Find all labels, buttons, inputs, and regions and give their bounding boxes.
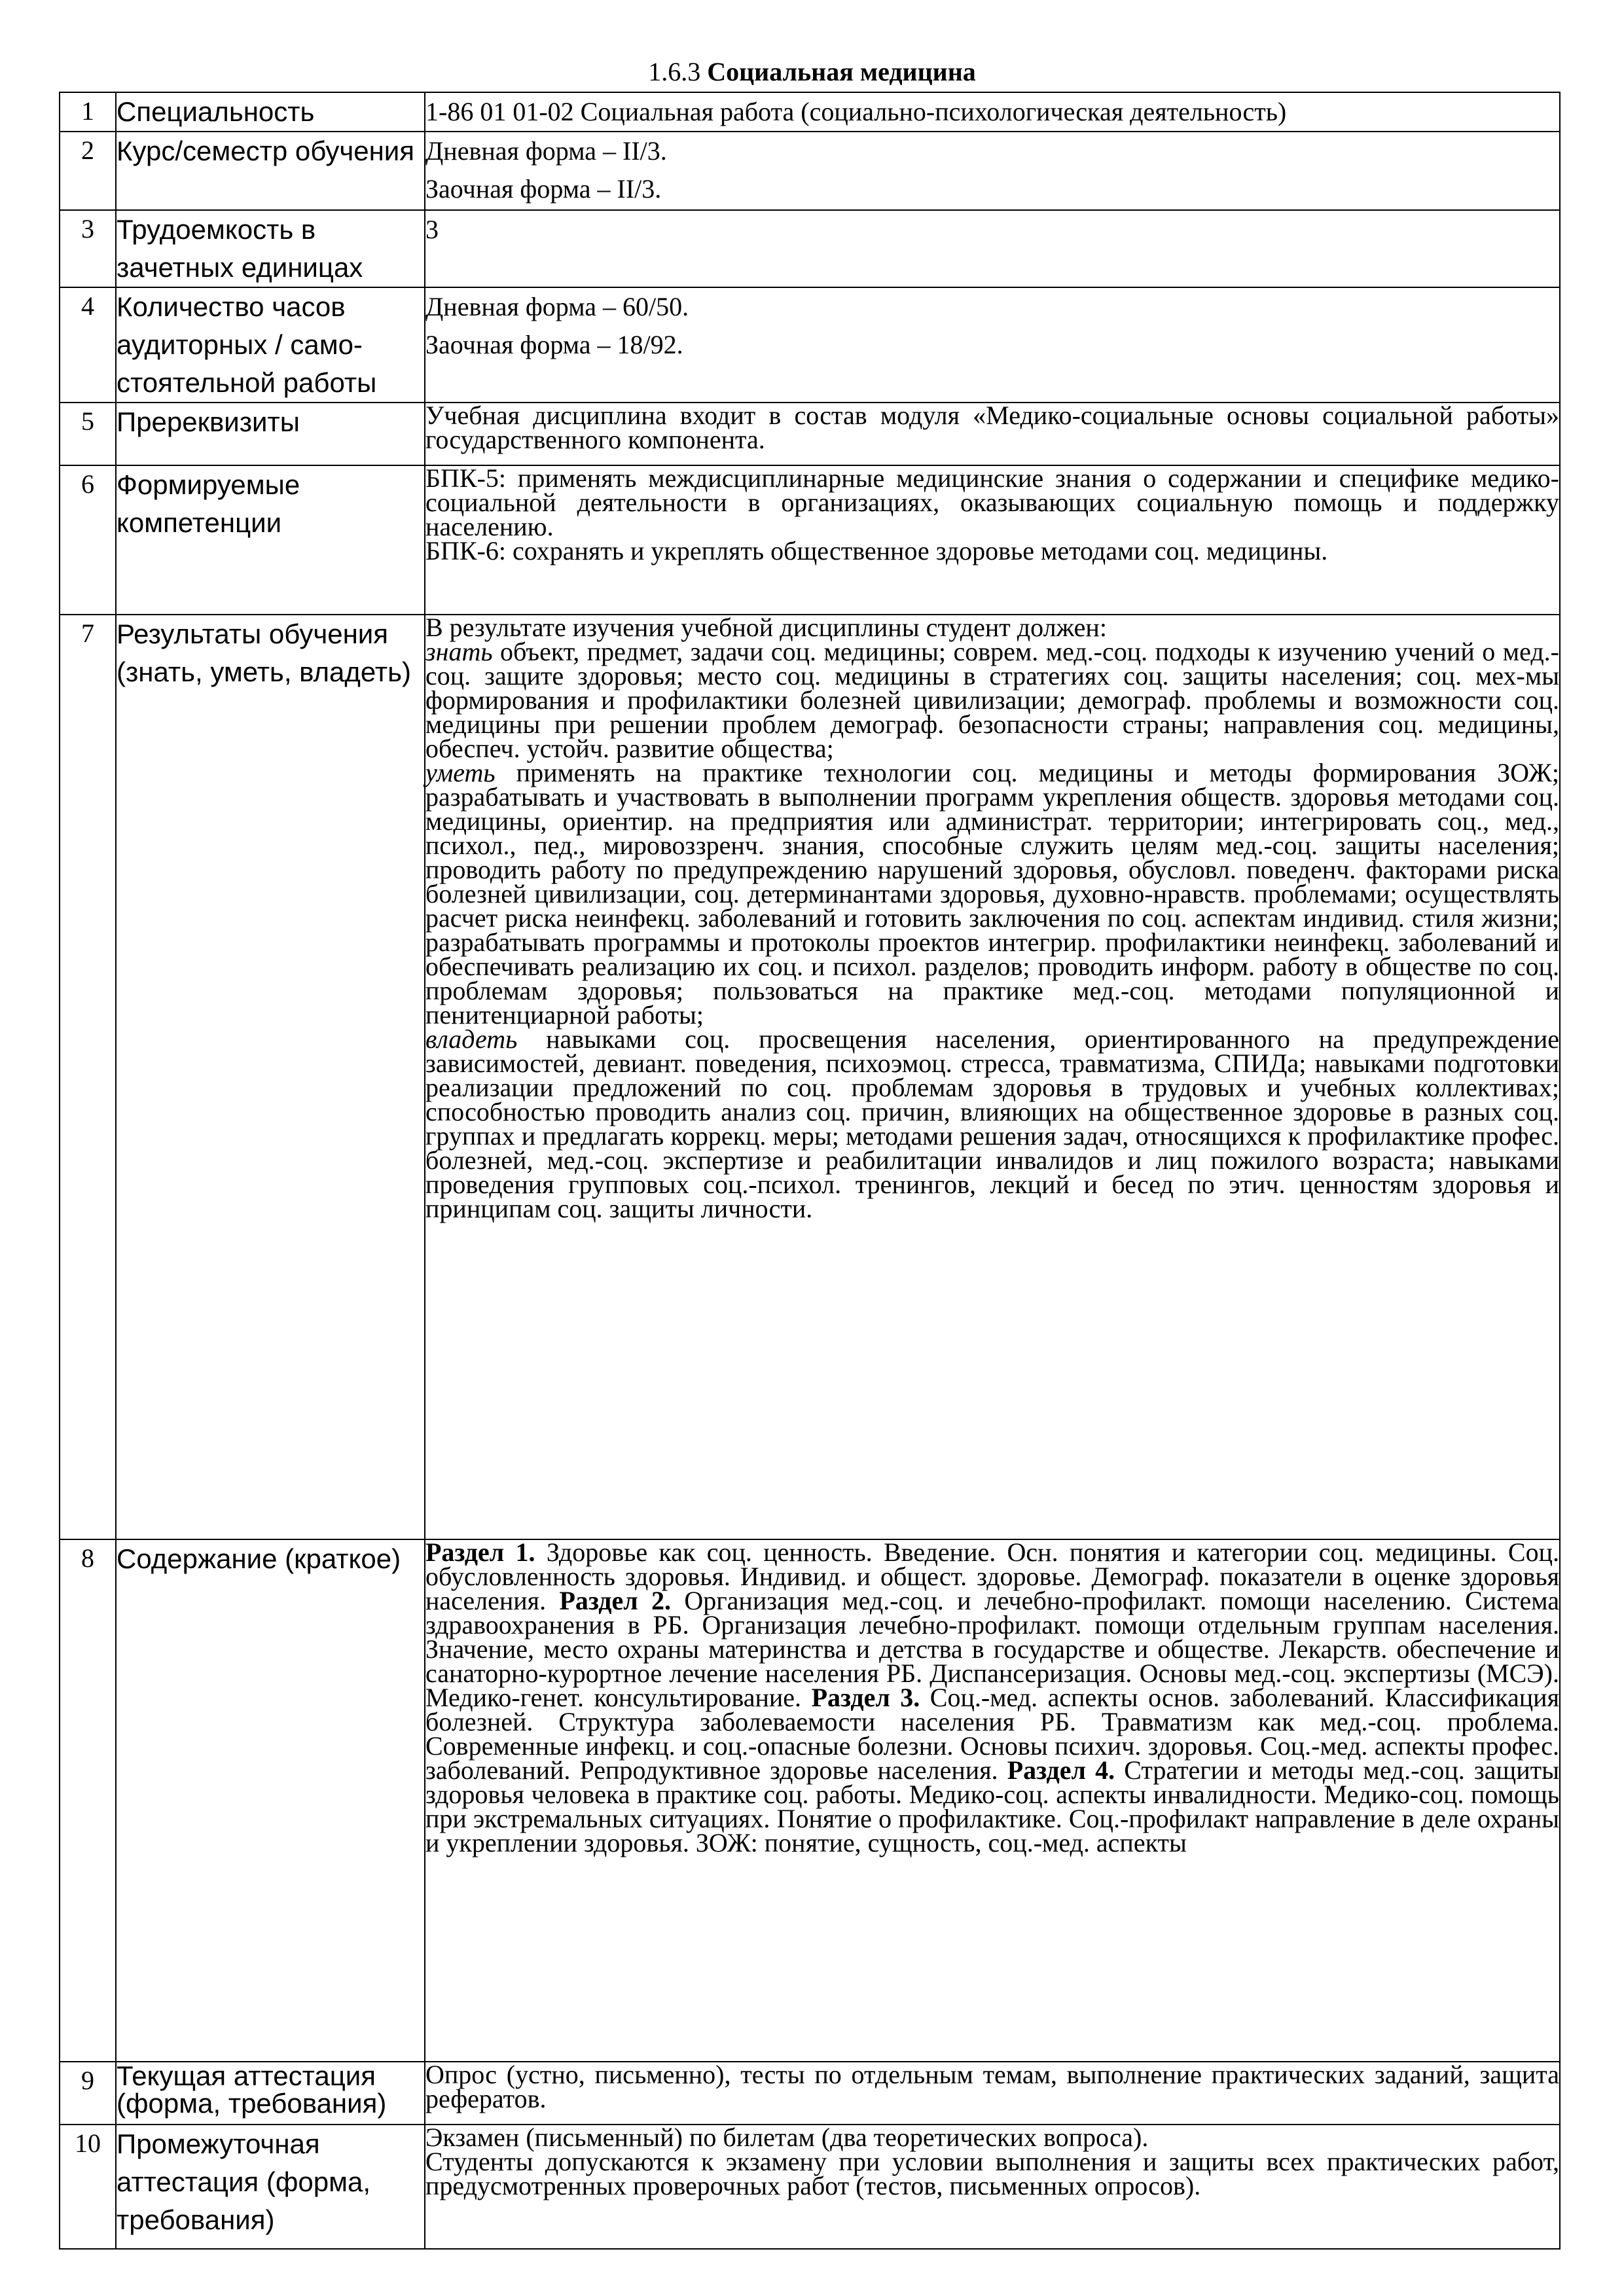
row-value [425, 2125, 1560, 2249]
row-label: Формируемые компетенции [116, 465, 425, 615]
row-value: Учебная дисциплина входит в состав модуля «Медико-социальные основы социальной работы» государственного компонента. [425, 403, 1560, 465]
row-value [425, 287, 1560, 403]
value-line: Студенты допускаются к экзамену при условии выполнения и защиты всех практических работ, предусмотренных проверочных работ (тестов, письменных опросов). [425, 2147, 1559, 2200]
section-1-text: Здоровье как соц. ценность. Введение. Осн. понятия и категории соц. медицины. Соц. обусловленность здоровья. Индивид. и общест. здоровье. Демограф. показатели в оценке здоровья населения. [425, 1537, 1559, 1615]
table-row [60, 615, 1560, 1539]
row-number: 7 [60, 615, 116, 1539]
row-label: Содержание (краткое) [116, 1539, 425, 2062]
value-line: Экзамен (письменный) по билетам (два теоретических вопроса). [425, 2123, 1149, 2152]
row-value: 3 [425, 210, 1560, 287]
results-can [425, 758, 1559, 1030]
row-value: 1-86 01 01-02 Социальная работа (социально-психологическая деятельность) [425, 92, 1560, 132]
row-number: 6 [60, 465, 116, 615]
row-value [425, 615, 1560, 1539]
value-line: Заочная форма – 18/92. [425, 330, 683, 359]
row-label: Результаты обучения (знать, уметь, владеть) [116, 615, 425, 1539]
title-number: 1.6.3 [648, 57, 701, 86]
table-row [60, 2125, 1560, 2249]
row-label: Пререквизиты [116, 403, 425, 465]
section-2-heading: Раздел 2. [559, 1586, 672, 1615]
table-row [60, 287, 1560, 403]
table-row [60, 132, 1560, 210]
row-label: Трудоемкость в зачетных единицах [116, 210, 425, 287]
row-number: 5 [60, 403, 116, 465]
section-3-heading: Раздел 3. [811, 1683, 920, 1712]
know-term: знать [425, 637, 493, 666]
can-term: уметь [425, 758, 496, 787]
row-number: 1 [60, 92, 116, 132]
row-number: 4 [60, 287, 116, 403]
know-text: объект, предмет, задачи соц. медицины; соврем. мед.-соц. подходы к изучению учений о мед.-соц. защите здоровья; место соц. медицины в стратегиях соц. защиты населения; соц. мех-мы формирования и профилактики болезней цивилизации; демограф. проблемы и возможности соц. медицины при решении проблем демограф. безопасности страны; направления соц. медицины, обеспеч. устойч. развитие общества; [425, 637, 1559, 763]
row-value: Опрос (устно, письменно), тесты по отдельным темам, выполнение практических заданий, защита рефератов. [425, 2062, 1560, 2125]
section-3-text: Соц.-мед. аспекты основ. заболеваний. Классификация болезней. Структура заболеваемости населения РБ. Травматизм как мед.-соц. проблема. Современные инфекц. и соц.-опасные болезни. Основы психич. здоровья. Соц.-мед. аспекты профес. заболеваний. Репродуктивное здоровье населения. [425, 1683, 1559, 1785]
row-label: Текущая аттестация (форма, требования) [116, 2062, 425, 2125]
row-number: 8 [60, 1539, 116, 2062]
value-line: Заочная форма – II/3. [425, 174, 662, 204]
value-line: БПК-5: применять междисциплинарные медицинские знания о содержании и специфике медико-социальной деятельности в организациях, оказывающих социальную помощь и поддержку населению. [425, 463, 1559, 541]
results-own [425, 1024, 1559, 1223]
page-title [0, 56, 1624, 88]
own-text: навыками соц. просвещения населения, ориентированного на предупреждение зависимостей, девиант. поведения, психоэмоц. стресса, травматизма, СПИДа; навыками подготовки реализации предложений по соц. проблемам здоровья в трудовых и учебных коллективах; способностью проводить анализ соц. причин, влияющих на общественное здоровье в разных соц. группах и предлагать коррекц. меры; методами решения задач, относящихся к профилактике профес. болезней, мед.-соц. экспертизе и реабилитации инвалидов и лиц пожилого возраста; навыками проведения групповых соц.-психол. тренингов, лекций и бесед по этич. ценностям здоровья и принципам соц. защиты личности. [425, 1024, 1559, 1223]
section-4-text: Стратегии и методы мед.-соц. защиты здоровья человека в практике соц. работы. Медико-соц. аспекты инвалидности. Медико-соц. помощь при экстремальных ситуациях. Понятие о профилактике. Соц.-профилакт направление в деле охраны и укреплении здоровья. ЗОЖ: понятие, сущность, соц.-мед. аспекты [425, 1755, 1559, 1857]
table-row [60, 465, 1560, 615]
title-name: Социальная медицина [707, 57, 976, 86]
can-text: применять на практике технологии соц. медицины и методы формирования ЗОЖ; разрабатывать и участвовать в выполнении программ укрепления обществ. здоровья методами соц. медицины, ориентир. на предприятия или администрат. территории; интегрировать соц., мед., психол., пед., мировоззренч. знания, способные служить целям мед.-соц. защиты населения; проводить работу по предупреждению нарушений здоровья, обусловл. поведенч. факторами риска болезней цивилизации, соц. детерминантами здоровья, духовно-нравств. проблемами; осуществлять расчет риска неинфекц. заболеваний и готовить заключения по соц. аспектам индивид. стиля жизни; разрабатывать программы и протоколы проектов интегрир. профилактики неинфекц. заболеваний и обеспечивать реализацию их соц. и психол. разделов; проводить информ. работу в обществе по соц. проблемам здоровья; пользоваться на практике мед.-соц. методами популяционной и пенитенциарной работы; [425, 758, 1559, 1030]
row-value [425, 465, 1560, 615]
row-number: 9 [60, 2062, 116, 2125]
section-1-heading: Раздел 1. [425, 1537, 535, 1567]
discipline-table [59, 92, 1561, 2250]
row-label: Специальность [116, 92, 425, 132]
row-label: Количество часов аудиторных / само-стоятельной работы [116, 287, 425, 403]
table-row [60, 1539, 1560, 2062]
row-number: 3 [60, 210, 116, 287]
table-row [60, 210, 1560, 287]
row-value [425, 132, 1560, 210]
row-label: Промежуточная аттестация (форма, требования) [116, 2125, 425, 2249]
row-number: 2 [60, 132, 116, 210]
table-row [60, 403, 1560, 465]
value-line: БПК-6: сохранять и укреплять общественное здоровье методами соц. медицины. [425, 536, 1328, 565]
value-line: Дневная форма – II/3. [425, 136, 667, 166]
row-label: Курс/семестр обучения [116, 132, 425, 210]
table-row [60, 2062, 1560, 2125]
results-know [425, 639, 1559, 761]
value-line: Дневная форма – 60/50. [425, 292, 689, 321]
row-number: 10 [60, 2125, 116, 2249]
section-2-text: Организация мед.-соц. и лечебно-профилакт. помощи населению. Система здравоохранения в РБ. Организация лечебно-профилакт. помощи отдельным группам населения. Значение, место охраны материнства и детства в государстве и обществе. Лекарств. обеспечение и санаторно-курортное лечение населения РБ. Диспансеризация. Основы мед.-соц. экспертизы (МСЭ). Медико-генет. консультирование. [425, 1586, 1559, 1712]
results-intro: В результате изучения учебной дисциплины студент должен: [425, 613, 1107, 642]
table-row [60, 92, 1560, 132]
section-4-heading: Раздел 4. [1007, 1755, 1115, 1785]
own-term: владеть [425, 1024, 518, 1054]
row-value [425, 1539, 1560, 2062]
